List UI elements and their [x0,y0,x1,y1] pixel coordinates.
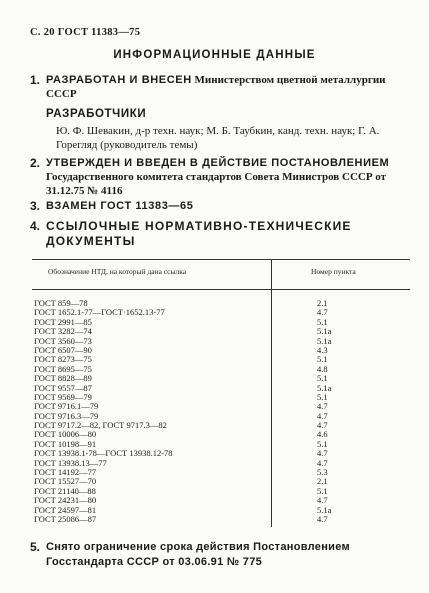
table-cell-designation: ГОСТ 15527—70 [34,476,97,487]
table-cell-designation: ГОСТ 3282—74 [34,326,92,337]
table-cell-clause: 4.7 [317,513,328,524]
table-cell-designation: ГОСТ 2991—85 [34,316,92,327]
table-cell-clause: 5.1 [317,373,328,384]
table-top-rule [32,259,410,260]
table-header-designation: Обозначение НТД, на который дана ссылка [48,267,187,276]
table-cell-designation: ГОСТ 25086—87 [34,513,97,524]
developers-text: Ю. Ф. Шевакин, д-р техн. наук; М. Б. Таубкин, канд. техн. наук; Г. А. Горегляд (руководитель темы) [56,125,380,151]
section-5-number: 5. [30,540,41,554]
table-cell-clause: 4.6 [317,429,328,440]
table-cell-designation: ГОСТ 24597—81 [34,504,97,515]
table-cell-clause: 5.1a [317,382,332,393]
section-1-text: Министерством цветной металлургии СССР [46,74,386,100]
table-cell-clause: 5.1a [317,326,332,337]
table-cell-designation: ГОСТ 1652.1-77—ГОСТ·1652.13-77 [34,307,165,318]
developers-heading: РАЗРАБОТЧИКИ [46,108,147,120]
table-cell-clause: 5.1a [317,504,332,515]
table-cell-clause: 5.1 [317,354,328,365]
table-cell-clause: 5.1 [317,316,328,327]
table-cell-designation: ГОСТ 9557—87 [34,382,92,393]
table-cell-clause: 4.7 [317,420,328,431]
page-header: С. 20 ГОСТ 11383—75 [30,27,141,38]
section-3-number: 3. [30,199,41,213]
table-cell-clause: 2.1 [317,298,328,308]
table-cell-clause: 2.1 [317,476,328,487]
page-title: ИНФОРМАЦИОННЫЕ ДАННЫЕ [113,49,316,61]
section-1-number: 1. [30,73,41,87]
table-cell-clause: 5.1a [317,335,332,346]
section-1-caps: РАЗРАБОТАН И ВНЕСЕН [46,74,192,86]
table-row [34,515,404,524]
table-cell-designation: ГОСТ 8695—75 [34,363,92,374]
table-cell-designation: ГОСТ 21140—88 [34,485,96,496]
table-cell-designation: ГОСТ 14192—77 [34,467,97,478]
table-cell-clause: 5.1 [317,391,328,402]
section-4-text: ССЫЛОЧНЫЕ НОРМАТИВНО-ТЕХНИЧЕСКИЕ ДОКУМЕНТЫ [46,219,352,248]
table-cell-designation: ГОСТ 9717.2—82, ГОСТ 9717.3—82 [34,420,167,431]
table-cell-clause: 4.7 [317,401,328,412]
table-cell-designation: ГОСТ 24231—80 [34,495,97,506]
table-body [34,299,404,524]
section-3-text: ВЗАМЕН ГОСТ 11383—65 [46,200,194,212]
table-cell-designation: ГОСТ 13938.1-78—ГОСТ 13938.12-78 [34,448,173,459]
section-2-caps: УТВЕРЖДЕН И ВВЕДЕН В ДЕЙСТВИЕ ПОСТАНОВЛЕНИЕМ [46,157,390,169]
table-cell-clause: 4.7 [317,410,328,421]
section-2-number: 2. [30,156,41,170]
table-cell-designation: ГОСТ 13938.13—77 [34,457,107,468]
table-cell-clause: 4.7 [317,495,328,506]
table-cell-designation: ГОСТ 10006—80 [34,429,97,440]
section-4 [30,219,405,249]
table-cell-designation: ГОСТ 9716.1—79 [34,401,99,412]
section-4-number: 4. [30,219,41,233]
table-header-rule [32,289,410,290]
table-cell-designation: ГОСТ 8828—89 [34,373,92,384]
table-cell-designation: ГОСТ 10198—91 [34,438,97,449]
table-cell-clause: 4.7 [317,448,328,459]
table-header-clause: Номер пункта [311,267,356,276]
section-1 [30,73,405,101]
section-5 [30,540,405,570]
table-cell-designation: ГОСТ 6507—90 [34,344,92,355]
table-cell-designation: ГОСТ 3560—73 [34,335,92,346]
table-cell-clause: 5.1 [317,438,328,449]
section-2 [30,156,405,198]
table-cell-clause: 4.3 [317,344,328,355]
table-cell-designation: ГОСТ 9716.3—79 [34,410,99,421]
table-cell-designation: ГОСТ 8273—75 [34,354,92,365]
table-cell-clause: 5.1 [317,485,328,496]
table-cell-designation: ГОСТ 9569—79 [34,391,92,402]
section-2-text: Государственного комитета стандартов Совета Министров СССР от 31.12.75 № 4116 [46,171,387,197]
table-cell-clause: 4.7 [317,457,328,468]
table-cell-designation: ГОСТ 859—78 [34,298,88,308]
section-5-text: Снято ограничение срока действия Постановлением Госстандарта СССР от 03.06.91 № 775 [46,541,350,568]
developers-list [46,124,405,152]
table-cell-clause: 5.3 [317,467,328,478]
table-cell-clause: 4.7 [317,307,328,318]
section-3 [30,199,405,213]
developers-heading-block [30,107,405,121]
table-cell-clause: 4.8 [317,363,328,374]
